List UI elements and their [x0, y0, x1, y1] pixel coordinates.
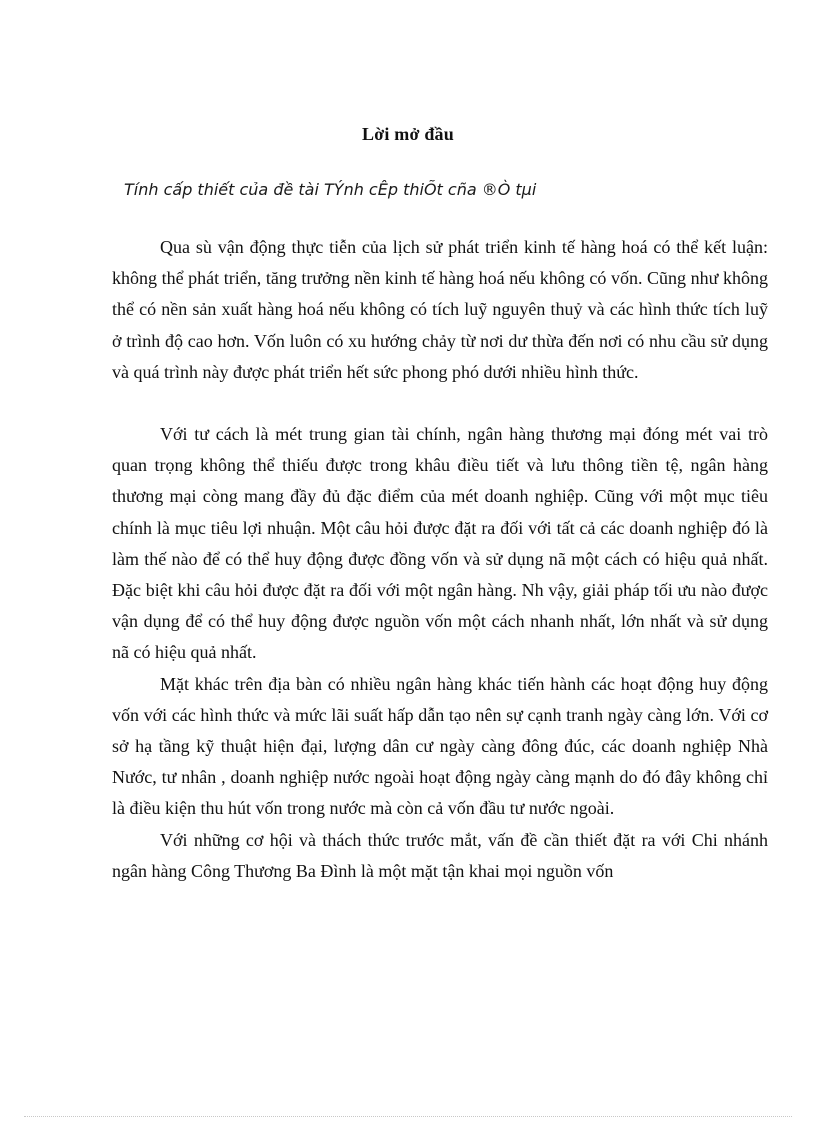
- document-title: Lời mở đầu: [362, 124, 454, 144]
- paragraph-1: Qua sù vận động thực tiễn của lịch sử phát triển kinh tế hàng hoá có thể kết luận: không thể phát triển, tăng trưởng nền kinh tế hàng hoá nếu không có vốn. Cũng như không thể có nền sản xuất hàng hoá nếu không có tích luỹ nguyên thuỷ và các hình thức tích luỹ ở trình độ cao hơn. Vốn luôn có xu hướng chảy từ nơi dư thừa đến nơi có nhu cầu sử dụng và quá trình này được phát triển hết sức phong phó dưới nhiều hình thức.: [112, 237, 768, 382]
- paragraph-4: Với những cơ hội và thách thức trước mắt, vấn đề cần thiết đặt ra với Chi nhánh ngân hàng Công Thương Ba Đình là một mặt tận khai mọi nguồn vốn: [112, 829, 768, 881]
- paragraph-2: Với tư cách là mét trung gian tài chính, ngân hàng thương mại đóng mét vai trò quan trọng không thể thiếu được trong khâu điều tiết và lưu thông tiền tệ, ngân hàng thương mại còng mang đầy đủ đặc điểm của mét doanh nghiệp. Cũng với một mục tiêu chính là mục tiêu lợi nhuận. Một câu hỏi được đặt ra đối với tất cả các doanh nghiệp đó là làm thế nào để có thể huy động được đồng vốn và sử dụng nã một cách có hiệu quả nhất. Đặc biệt khi câu hỏi được đặt ra đối với một ngân hàng. Nh vậy, giải pháp tối ưu nào được vận dụng để có thể huy động được nguồn vốn một cách nhanh nhất, lớn nhất và sử dụng nã có hiệu quả nhất.: [112, 424, 768, 663]
- section-heading: Tính cấp thiết của đề tài TÝnh cÊp thiÕt cña ®Ò tµi: [124, 180, 537, 199]
- paragraph-3: Mặt khác trên địa bàn có nhiều ngân hàng khác tiến hành các hoạt động huy động vốn với các hình thức và mức lãi suất hấp dẫn tạo nên sự cạnh tranh ngày càng lớn. Với cơ sở hạ tầng kỹ thuật hiện đại, lượng dân cư ngày càng đông đúc, các doanh nghiệp Nhà Nước, tư nhân , doanh nghiệp nước ngoài hoạt động ngày càng mạnh do đó đây không chỉ là điều kiện thu hút vốn trong nước mà còn cả vốn đầu tư nước ngoài.: [112, 673, 768, 819]
- document-body: [112, 232, 768, 887]
- page-bottom-divider: [24, 1116, 792, 1117]
